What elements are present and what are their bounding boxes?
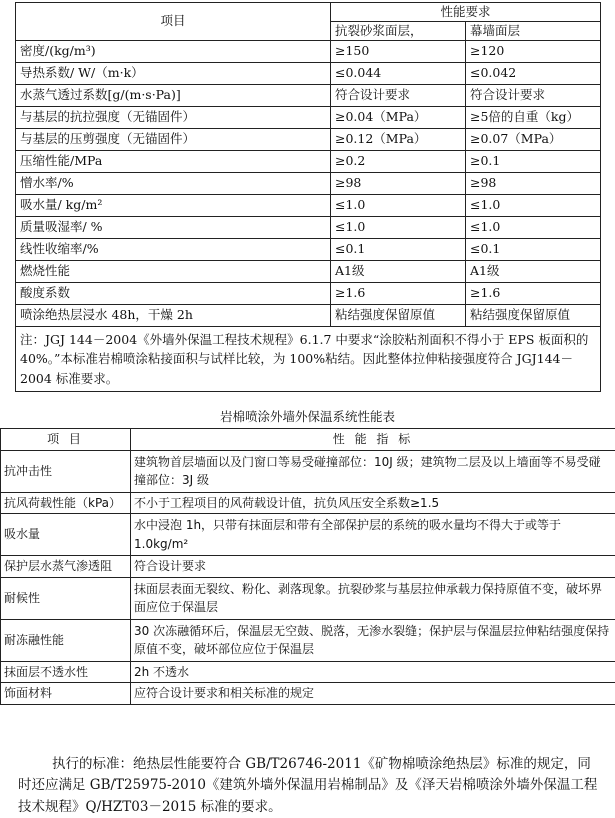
row-value-b: ≥5倍的自重（kg） — [466, 107, 601, 129]
row-value-a: ≥0.2 — [331, 151, 466, 173]
row-value-b: ≤1.0 — [466, 217, 601, 239]
table-row — [1, 683, 615, 705]
row-value-b: 粘结强度保留原值 — [466, 305, 601, 327]
row-value-b: A1级 — [466, 261, 601, 283]
header-item: 项 目 — [1, 429, 131, 451]
header-curtain-layer: 幕墙面层 — [466, 22, 601, 41]
row-name: 吸水量/ kg/m² — [16, 195, 331, 217]
table-row — [16, 239, 601, 261]
row-value: 水中浸泡 1h，只带有抹面层和带有全部保护层的系统的吸水量均不得大于或等于 1.0kg/m² — [131, 514, 615, 556]
row-value: 符合设计要求 — [131, 556, 615, 578]
row-value-a: 粘结强度保留原值 — [331, 305, 466, 327]
header-performance: 性 能 指 标 — [131, 429, 615, 451]
row-value: 2h 不透水 — [131, 661, 615, 683]
row-value-a: ≥0.04（MPa） — [331, 107, 466, 129]
table-row — [16, 85, 601, 107]
table-row — [16, 261, 601, 283]
row-value-b: ≥0.07（MPa） — [466, 129, 601, 151]
row-value-b: 符合设计要求 — [466, 85, 601, 107]
row-name: 耐候性 — [1, 577, 131, 619]
row-value-a: ≥98 — [331, 173, 466, 195]
table-row — [1, 556, 615, 578]
table-row — [1, 619, 615, 661]
row-value-b: ≤0.042 — [466, 63, 601, 85]
table-row — [16, 107, 601, 129]
header-item: 项目 — [16, 3, 331, 41]
row-value-a: 符合设计要求 — [331, 85, 466, 107]
row-value: 不小于工程项目的风荷载设计值，抗负风压安全系数≥1.5 — [131, 492, 615, 514]
table-row — [1, 450, 615, 492]
table-note: 注：JGJ 144－2004《外墙外保温工程技术规程》6.1.7 中要求“涂胶粘剂面积不得小于 EPS 板面积的 40%。”本标准岩棉喷涂粘接面积与试样比较，为 100%粘结。因此整体拉伸粘接强度符合 JGJ144－2004 标准要求。 — [16, 327, 601, 392]
row-value: 30 次冻融循环后，保温层无空鼓、脱落，无渗水裂缝；保护层与保温层拉伸粘结强度保持原值不变，破坏部位应位于保温层 — [131, 619, 615, 661]
system-table-title: 岩棉喷涂外墙外保温系统性能表 — [0, 407, 615, 425]
row-name: 质量吸湿率/ % — [16, 217, 331, 239]
row-name: 与基层的压剪强度（无锚固件） — [16, 129, 331, 151]
row-name: 压缩性能/MPa — [16, 151, 331, 173]
row-value-a: ≤1.0 — [331, 217, 466, 239]
row-value-a: ≥0.12（MPa） — [331, 129, 466, 151]
row-value-b: ≥98 — [466, 173, 601, 195]
row-value-a: ≥150 — [331, 41, 466, 63]
system-performance-table — [0, 428, 615, 705]
table-row — [16, 305, 601, 327]
row-name: 线性收缩率/% — [16, 239, 331, 261]
row-value-a: ≥1.6 — [331, 283, 466, 305]
row-value-b: ≥120 — [466, 41, 601, 63]
row-name: 憎水率/% — [16, 173, 331, 195]
row-value-a: ≤0.044 — [331, 63, 466, 85]
table-row — [1, 577, 615, 619]
row-name: 耐冻融性能 — [1, 619, 131, 661]
row-name: 水蒸气透过系数[g/(m·s·Pa)] — [16, 85, 331, 107]
table-row — [16, 151, 601, 173]
row-name: 燃烧性能 — [16, 261, 331, 283]
row-name: 抹面层不透水性 — [1, 661, 131, 683]
row-value-b: ≥0.1 — [466, 151, 601, 173]
table-row — [1, 492, 615, 514]
table-row — [16, 41, 601, 63]
row-value-b: ≤0.1 — [466, 239, 601, 261]
row-value: 应符合设计要求和相关标准的规定 — [131, 683, 615, 705]
row-name: 抗风荷载性能（kPa） — [1, 492, 131, 514]
standards-paragraph: 执行的标准：绝热层性能要符合 GB/T26746-2011《矿物棉喷涂绝热层》标准的规定，同时还应满足 GB/T25975-2010《建筑外墙外保温用岩棉制品》及《泽天岩棉喷涂外墙外保温工程技术规程》Q/HZT03－2015 标准的要求。 — [18, 754, 598, 818]
row-value-b: ≤1.0 — [466, 195, 601, 217]
row-name: 密度/(kg/m³) — [16, 41, 331, 63]
row-name: 吸水量 — [1, 514, 131, 556]
row-name: 抗冲击性 — [1, 450, 131, 492]
row-value-a: ≤0.1 — [331, 239, 466, 261]
table-row — [16, 63, 601, 85]
row-value: 建筑物首层墙面以及门窗口等易受碰撞部位：10J 级；建筑物二层及以上墙面等不易受碰撞部位：3J 级 — [131, 450, 615, 492]
table-row — [16, 217, 601, 239]
header-performance: 性能要求 — [331, 3, 601, 22]
table-row — [16, 283, 601, 305]
table-row — [16, 129, 601, 151]
row-name: 喷涂绝热层浸水 48h，干燥 2h — [16, 305, 331, 327]
row-name: 导热系数/ W/（m·k） — [16, 63, 331, 85]
row-value-a: ≤1.0 — [331, 195, 466, 217]
row-name: 饰面材料 — [1, 683, 131, 705]
table-row — [1, 661, 615, 683]
table-row — [1, 514, 615, 556]
header-mortar-layer: 抗裂砂浆面层， — [331, 22, 466, 41]
table-row — [16, 195, 601, 217]
row-value-a: A1级 — [331, 261, 466, 283]
row-name: 保护层水蒸气渗透阻 — [1, 556, 131, 578]
row-value-b: ≥1.6 — [466, 283, 601, 305]
row-value: 抹面层表面无裂纹、粉化、剥落现象。抗裂砂浆与基层拉伸承载力保持原值不变，破坏界面应位于保温层 — [131, 577, 615, 619]
performance-table — [15, 2, 601, 392]
row-name: 与基层的抗拉强度（无锚固件） — [16, 107, 331, 129]
table-row — [16, 173, 601, 195]
row-name: 酸度系数 — [16, 283, 331, 305]
